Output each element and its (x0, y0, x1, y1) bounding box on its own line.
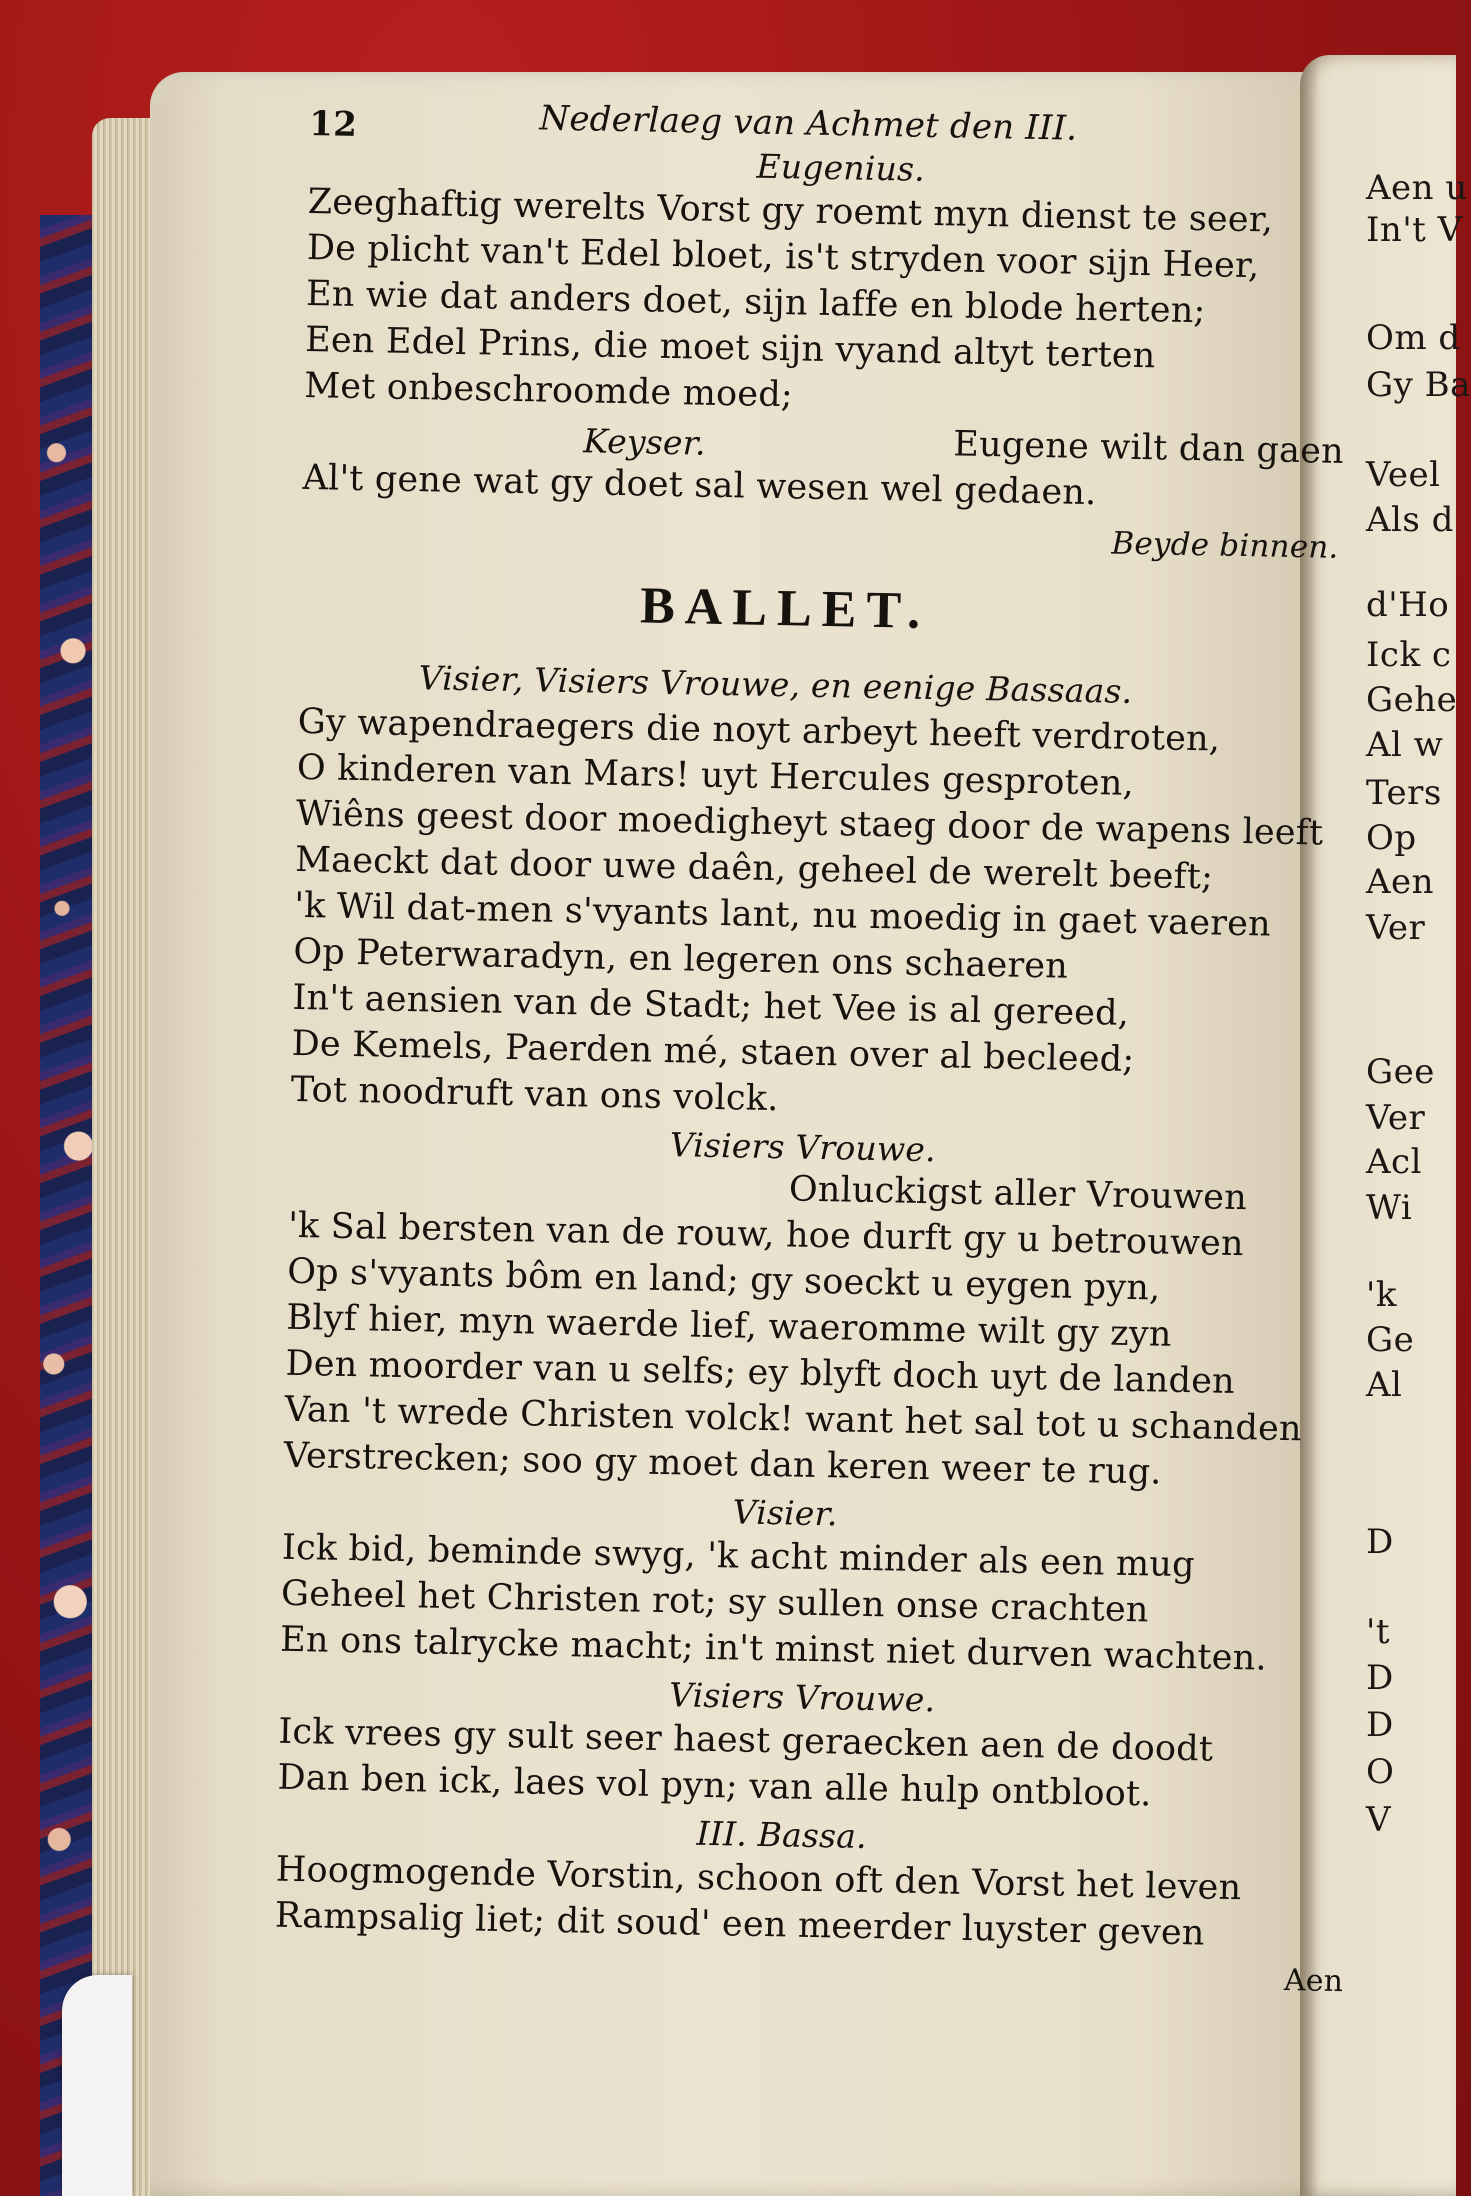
right-fragment: Op (1366, 818, 1417, 858)
verse-line: En wie dat anders doet, sijn laffe en blode herten; (305, 273, 1206, 332)
verse-line: Eugene wilt dan gaen (952, 424, 1345, 472)
right-fragment: Aen u (1366, 168, 1468, 208)
right-fragment: 't (1366, 1612, 1391, 1652)
verse-line: O kinderen van Mars! uyt Hercules gesproten, (296, 747, 1135, 804)
page-number: 12 (308, 103, 358, 145)
stage-direction: Beyde binnen. (1111, 525, 1339, 566)
verse-line: Zeeghaftig werelts Vorst gy roemt myn dienst te seer, (307, 181, 1274, 241)
verse-line: Op Peterwaradyn, en legeren ons schaeren (293, 931, 1069, 987)
verse-line: Maeckt dat door uwe daên, geheel de werelt beeft; (294, 839, 1214, 898)
speaker-name: Visiers Vrouwe. (668, 1675, 936, 1720)
verse-line: De Kemels, Paerden mé, staen over al becleed; (291, 1023, 1135, 1080)
right-fragment: D (1366, 1705, 1394, 1745)
verse-line: En ons talrycke macht; in't minst niet durven wachten. (279, 1619, 1268, 1679)
verse-line: Dan ben ick, laes vol pyn; van alle hulp ontbloot. (277, 1757, 1152, 1815)
right-fragment: Als d (1366, 500, 1454, 540)
verse-line: Hoogmogende Vorstin, schoon oft den Vorst het leven (275, 1849, 1242, 1909)
verse-line: Wiêns geest door moedigheyt staeg door de wapens leeft (295, 793, 1324, 854)
verse-line: Onluckigst aller Vrouwen (788, 1169, 1248, 1219)
speaker-name: Visier. (732, 1492, 839, 1534)
verse-line: Den moorder van u selfs; ey blyft doch uyt de landen (285, 1343, 1236, 1402)
verse-line: Blyf hier, myn waerde lief, waeromme wilt gy zyn (286, 1297, 1172, 1355)
right-fragment: O (1366, 1752, 1395, 1792)
running-title: Nederlaeg van Achmet den III. (539, 98, 1078, 149)
right-fragment: Om d (1366, 318, 1461, 358)
right-fragment: Ver (1366, 908, 1426, 948)
right-fragment: D (1366, 1658, 1394, 1698)
library-label-tag (62, 1975, 132, 2196)
right-fragment: Ge (1366, 1320, 1415, 1360)
speaker-name: Keyser. (582, 421, 707, 463)
page-text (271, 90, 1403, 2131)
right-fragment: Gehe (1366, 680, 1458, 720)
marbled-book-spine (40, 215, 99, 2196)
speaker-name: Eugenius. (756, 146, 926, 189)
section-heading: BALLET. (639, 577, 931, 640)
right-fragment: Aen (1366, 862, 1435, 902)
verse-line: 'k Sal bersten van de rouw, hoe durft gy u betrouwen (287, 1205, 1245, 1265)
verse-line: Gy wapendraegers die noyt arbeyt heeft verdroten, (297, 701, 1221, 760)
right-fragment: Ick c (1366, 635, 1452, 675)
right-fragment: In't V (1366, 210, 1463, 250)
right-fragment: Ters (1366, 773, 1442, 813)
verse-line: Rampsalig liet; dit soud' een meerder luyster geven (274, 1895, 1205, 1954)
right-fragment: Veel (1366, 455, 1441, 495)
verse-line: Van 't wrede Christen volck! want het sal tot u schanden (284, 1389, 1303, 1450)
right-fragment: Acl (1366, 1142, 1422, 1182)
verse-line: 'k Wil dat-men s'vyants lant, nu moedig in gaet vaeren (293, 885, 1272, 945)
right-fragment: Ver (1366, 1098, 1426, 1138)
verse-line: Een Edel Prins, die moet sijn vyand altyt terten (304, 319, 1156, 377)
right-fragment: 'k (1366, 1275, 1397, 1315)
right-fragment: Gee (1366, 1052, 1435, 1092)
catchword: Aen (1283, 1963, 1344, 2000)
verse-line: Geheel het Christen rot; sy sullen onse crachten (280, 1573, 1150, 1631)
speaker-name: Visiers Vrouwe. (669, 1125, 937, 1170)
verse-line: Verstrecken; soo gy moet dan keren weer te rug. (283, 1435, 1162, 1493)
right-fragment: d'Ho (1366, 585, 1450, 625)
verse-line: Ick bid, beminde swyg, 'k acht minder als een mug (281, 1527, 1196, 1586)
speaker-name: III. Bassa. (696, 1813, 868, 1857)
verse-line: In't aensien van de Stadt; het Vee is al gereed, (292, 977, 1130, 1034)
verse-line: Ick vrees gy sult seer haest geraecken aen de doodt (278, 1711, 1214, 1770)
right-fragment: Gy Ba (1366, 365, 1471, 405)
right-fragment: Al w (1366, 725, 1444, 765)
speaker-name: Visier, Visiers Vrouwe, en eenige Bassaas. (418, 658, 1133, 711)
right-fragment: V (1366, 1800, 1392, 1840)
right-fragment: Al (1366, 1365, 1403, 1405)
verse-line: De plicht van't Edel bloet, is't stryden voor sijn Heer, (306, 227, 1260, 287)
verse-line: Tot noodruft van ons volck. (290, 1069, 779, 1120)
right-fragment: D (1366, 1522, 1394, 1562)
verse-line: Op s'vyants bôm en land; gy soeckt u eygen pyn, (286, 1251, 1161, 1309)
right-fragment: Wi (1366, 1188, 1413, 1228)
verse-line: Al't gene wat gy doet sal wesen wel gedaen. (302, 457, 1097, 514)
verse-line: Met onbeschroomde moed; (303, 365, 794, 416)
